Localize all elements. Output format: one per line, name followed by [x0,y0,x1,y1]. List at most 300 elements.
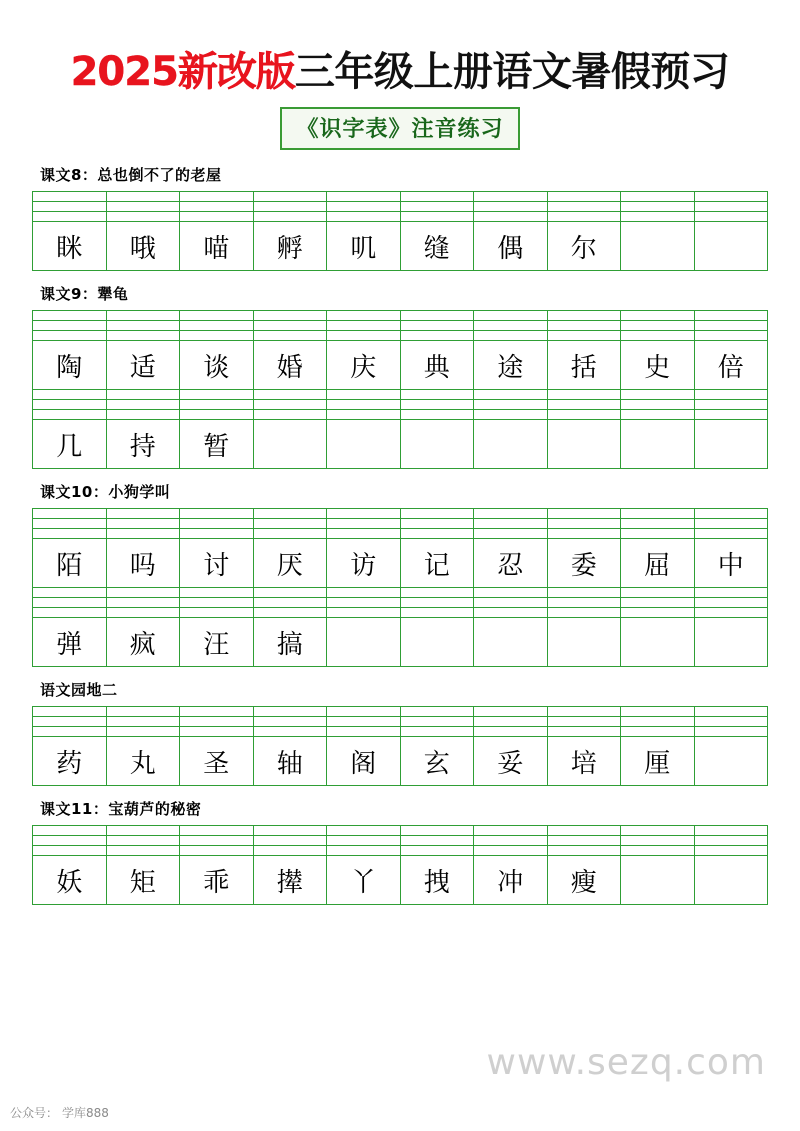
character-cell: 矩 [106,856,180,905]
pinyin-cell[interactable] [33,390,107,400]
pinyin-cell[interactable] [621,390,695,400]
pinyin-cell[interactable] [180,529,254,539]
pinyin-cell[interactable] [106,212,180,222]
character-row [33,856,768,905]
character-cell: 丫 [327,856,401,905]
pinyin-line-row[interactable] [33,390,768,400]
pinyin-cell[interactable] [180,390,254,400]
pinyin-line-row[interactable] [33,588,768,598]
pinyin-cell[interactable] [474,192,548,202]
pinyin-cell[interactable] [547,519,621,529]
pinyin-cell[interactable] [180,717,254,727]
pinyin-cell[interactable] [400,321,474,331]
pinyin-cell[interactable] [327,846,401,856]
pinyin-cell[interactable] [327,608,401,618]
pinyin-cell[interactable] [253,331,327,341]
character-cell: 吗 [106,539,180,588]
character-cell: 培 [547,737,621,786]
subtitle-badge: 《识字表》注音练习 [280,107,519,150]
pinyin-cell[interactable] [33,410,107,420]
pinyin-cell[interactable] [547,608,621,618]
watermark: www.sezq.com [486,1042,766,1083]
character-cell: 倍 [694,341,768,390]
pinyin-cell[interactable] [180,400,254,410]
character-cell [253,420,327,469]
pinyin-cell[interactable] [474,202,548,212]
pinyin-cell[interactable] [400,717,474,727]
pinyin-cell[interactable] [180,598,254,608]
pinyin-grid [32,508,768,667]
pinyin-cell[interactable] [547,826,621,836]
pinyin-cell[interactable] [253,192,327,202]
character-cell: 尔 [547,222,621,271]
pinyin-cell[interactable] [33,836,107,846]
character-cell [400,618,474,667]
character-cell [547,618,621,667]
character-cell: 缝 [400,222,474,271]
pinyin-cell[interactable] [547,400,621,410]
pinyin-grid [32,825,768,905]
pinyin-cell[interactable] [400,202,474,212]
pinyin-cell[interactable] [33,707,107,717]
pinyin-cell[interactable] [621,836,695,846]
pinyin-line-row[interactable] [33,410,768,420]
pinyin-cell[interactable] [694,321,768,331]
pinyin-cell[interactable] [621,707,695,717]
pinyin-cell[interactable] [253,509,327,519]
pinyin-cell[interactable] [694,519,768,529]
pinyin-cell[interactable] [327,717,401,727]
section-label: 课文8：总也倒不了的老屋 [40,166,222,184]
pinyin-line-row[interactable] [33,202,768,212]
pinyin-cell[interactable] [400,598,474,608]
pinyin-cell[interactable] [106,608,180,618]
section-3 [32,481,768,667]
pinyin-cell[interactable] [621,598,695,608]
pinyin-cell[interactable] [694,598,768,608]
character-cell [621,618,695,667]
section-5 [32,798,768,905]
pinyin-cell[interactable] [621,400,695,410]
pinyin-line-row[interactable] [33,608,768,618]
pinyin-cell[interactable] [694,717,768,727]
pinyin-cell[interactable] [474,529,548,539]
pinyin-cell[interactable] [400,410,474,420]
pinyin-cell[interactable] [694,400,768,410]
character-cell: 妖 [33,856,107,905]
pinyin-line-row[interactable] [33,331,768,341]
pinyin-cell[interactable] [180,846,254,856]
pinyin-cell[interactable] [327,707,401,717]
character-cell: 史 [621,341,695,390]
pinyin-cell[interactable] [106,400,180,410]
section-label: 课文9：犟龟 [40,285,129,303]
pinyin-cell[interactable] [621,331,695,341]
pinyin-cell[interactable] [106,846,180,856]
character-cell: 妥 [474,737,548,786]
pinyin-grid [32,191,768,271]
pinyin-cell[interactable] [106,598,180,608]
pinyin-line-row[interactable] [33,212,768,222]
pinyin-cell[interactable] [106,588,180,598]
pinyin-cell[interactable] [327,519,401,529]
character-cell: 玄 [400,737,474,786]
pinyin-line-row[interactable] [33,311,768,321]
pinyin-cell[interactable] [547,836,621,846]
pinyin-cell[interactable] [253,826,327,836]
pinyin-cell[interactable] [327,390,401,400]
pinyin-cell[interactable] [253,400,327,410]
pinyin-cell[interactable] [547,588,621,598]
pinyin-cell[interactable] [400,608,474,618]
pinyin-cell[interactable] [474,588,548,598]
pinyin-cell[interactable] [106,717,180,727]
pinyin-cell[interactable] [33,311,107,321]
pinyin-cell[interactable] [327,836,401,846]
pinyin-cell[interactable] [327,321,401,331]
pinyin-cell[interactable] [33,400,107,410]
pinyin-cell[interactable] [547,311,621,321]
pinyin-cell[interactable] [253,311,327,321]
pinyin-cell[interactable] [327,400,401,410]
section-label: 语文园地二 [40,681,118,699]
pinyin-cell[interactable] [253,717,327,727]
pinyin-cell[interactable] [621,826,695,836]
pinyin-cell[interactable] [621,321,695,331]
pinyin-cell[interactable] [400,192,474,202]
character-cell: 谈 [180,341,254,390]
pinyin-cell[interactable] [180,321,254,331]
character-cell: 哦 [106,222,180,271]
pinyin-cell[interactable] [474,608,548,618]
pinyin-cell[interactable] [180,608,254,618]
pinyin-cell[interactable] [547,202,621,212]
pinyin-cell[interactable] [180,519,254,529]
pinyin-cell[interactable] [621,608,695,618]
pinyin-cell[interactable] [180,836,254,846]
pinyin-cell[interactable] [253,598,327,608]
pinyin-cell[interactable] [253,212,327,222]
pinyin-cell[interactable] [694,212,768,222]
character-cell: 忍 [474,539,548,588]
pinyin-cell[interactable] [474,400,548,410]
pinyin-cell[interactable] [253,321,327,331]
pinyin-cell[interactable] [547,509,621,519]
pinyin-cell[interactable] [400,519,474,529]
pinyin-cell[interactable] [33,509,107,519]
character-cell: 撵 [253,856,327,905]
pinyin-cell[interactable] [694,390,768,400]
pinyin-cell[interactable] [400,529,474,539]
pinyin-cell[interactable] [327,331,401,341]
pinyin-cell[interactable] [694,707,768,717]
pinyin-cell[interactable] [547,212,621,222]
title-black-part: 三年级上册语文暑假预习 [294,49,730,95]
pinyin-line-row[interactable] [33,727,768,737]
pinyin-cell[interactable] [106,192,180,202]
character-cell: 中 [694,539,768,588]
pinyin-cell[interactable] [180,192,254,202]
pinyin-cell[interactable] [180,410,254,420]
subtitle-container [0,107,800,150]
pinyin-line-row[interactable] [33,598,768,608]
pinyin-cell[interactable] [253,707,327,717]
character-cell: 搞 [253,618,327,667]
character-cell: 喵 [180,222,254,271]
pinyin-cell[interactable] [474,390,548,400]
title-red-part: 2025新改版 [70,49,295,95]
character-cell: 乖 [180,856,254,905]
pinyin-cell[interactable] [694,826,768,836]
pinyin-cell[interactable] [547,321,621,331]
pinyin-cell[interactable] [621,717,695,727]
pinyin-cell[interactable] [474,836,548,846]
pinyin-cell[interactable] [621,846,695,856]
pinyin-line-row[interactable] [33,509,768,519]
pinyin-cell[interactable] [694,836,768,846]
pinyin-cell[interactable] [547,192,621,202]
character-cell: 庆 [327,341,401,390]
character-cell [694,222,768,271]
pinyin-cell[interactable] [327,311,401,321]
footer-credit [10,1104,109,1121]
pinyin-cell[interactable] [253,608,327,618]
pinyin-cell[interactable] [106,509,180,519]
pinyin-cell[interactable] [621,192,695,202]
pinyin-cell[interactable] [327,212,401,222]
pinyin-cell[interactable] [180,212,254,222]
section-4 [32,679,768,786]
pinyin-cell[interactable] [474,311,548,321]
pinyin-cell[interactable] [547,529,621,539]
pinyin-cell[interactable] [33,717,107,727]
pinyin-cell[interactable] [547,846,621,856]
pinyin-cell[interactable] [327,588,401,598]
section-label: 课文10：小狗学叫 [40,483,171,501]
pinyin-cell[interactable] [106,727,180,737]
pinyin-line-row[interactable] [33,717,768,727]
pinyin-cell[interactable] [474,727,548,737]
pinyin-cell[interactable] [400,400,474,410]
character-cell: 冲 [474,856,548,905]
pinyin-cell[interactable] [694,192,768,202]
pinyin-cell[interactable] [621,529,695,539]
pinyin-cell[interactable] [474,846,548,856]
pinyin-cell[interactable] [400,707,474,717]
pinyin-cell[interactable] [106,202,180,212]
pinyin-cell[interactable] [180,826,254,836]
pinyin-cell[interactable] [106,826,180,836]
character-row [33,420,768,469]
pinyin-line-row[interactable] [33,529,768,539]
character-cell [621,222,695,271]
pinyin-cell[interactable] [694,588,768,598]
pinyin-cell[interactable] [621,509,695,519]
pinyin-cell[interactable] [694,410,768,420]
pinyin-cell[interactable] [33,727,107,737]
pinyin-cell[interactable] [33,192,107,202]
pinyin-cell[interactable] [621,519,695,529]
pinyin-cell[interactable] [327,727,401,737]
pinyin-cell[interactable] [547,727,621,737]
character-cell [694,737,768,786]
pinyin-line-row[interactable] [33,321,768,331]
pinyin-cell[interactable] [400,212,474,222]
pinyin-cell[interactable] [33,588,107,598]
pinyin-cell[interactable] [400,311,474,321]
pinyin-cell[interactable] [400,836,474,846]
pinyin-cell[interactable] [474,212,548,222]
pinyin-cell[interactable] [33,212,107,222]
character-cell [694,856,768,905]
character-cell: 阁 [327,737,401,786]
character-cell [694,420,768,469]
pinyin-cell[interactable] [106,410,180,420]
pinyin-grid [32,706,768,786]
pinyin-cell[interactable] [547,390,621,400]
pinyin-line-row[interactable] [33,826,768,836]
pinyin-cell[interactable] [253,588,327,598]
pinyin-cell[interactable] [33,519,107,529]
pinyin-cell[interactable] [33,321,107,331]
character-cell: 药 [33,737,107,786]
pinyin-cell[interactable] [621,311,695,321]
pinyin-cell[interactable] [327,529,401,539]
pinyin-cell[interactable] [106,707,180,717]
section-label: 课文11：宝葫芦的秘密 [40,800,202,818]
character-cell: 汪 [180,618,254,667]
pinyin-cell[interactable] [106,390,180,400]
character-row [33,737,768,786]
character-cell: 适 [106,341,180,390]
character-cell [474,420,548,469]
pinyin-cell[interactable] [327,509,401,519]
pinyin-cell[interactable] [621,727,695,737]
pinyin-line-row[interactable] [33,192,768,202]
pinyin-cell[interactable] [33,598,107,608]
pinyin-cell[interactable] [33,202,107,212]
character-cell: 典 [400,341,474,390]
pinyin-cell[interactable] [253,727,327,737]
character-cell: 叽 [327,222,401,271]
character-cell: 弹 [33,618,107,667]
pinyin-cell[interactable] [547,410,621,420]
pinyin-cell[interactable] [694,311,768,321]
character-cell: 厌 [253,539,327,588]
pinyin-cell[interactable] [327,202,401,212]
pinyin-cell[interactable] [180,707,254,717]
pinyin-cell[interactable] [33,846,107,856]
character-cell: 丸 [106,737,180,786]
pinyin-cell[interactable] [621,588,695,598]
pinyin-cell[interactable] [327,192,401,202]
pinyin-cell[interactable] [180,509,254,519]
pinyin-cell[interactable] [106,836,180,846]
pinyin-cell[interactable] [400,846,474,856]
pinyin-cell[interactable] [327,598,401,608]
pinyin-cell[interactable] [547,331,621,341]
pinyin-cell[interactable] [33,529,107,539]
pinyin-cell[interactable] [106,311,180,321]
pinyin-cell[interactable] [547,598,621,608]
pinyin-cell[interactable] [474,321,548,331]
pinyin-cell[interactable] [253,529,327,539]
pinyin-line-row[interactable] [33,519,768,529]
pinyin-cell[interactable] [33,608,107,618]
pinyin-cell[interactable] [474,519,548,529]
pinyin-line-row[interactable] [33,707,768,717]
pinyin-cell[interactable] [253,846,327,856]
pinyin-line-row[interactable] [33,400,768,410]
pinyin-cell[interactable] [474,717,548,727]
pinyin-cell[interactable] [474,331,548,341]
pinyin-cell[interactable] [621,410,695,420]
pinyin-cell[interactable] [33,826,107,836]
pinyin-cell[interactable] [474,826,548,836]
pinyin-cell[interactable] [621,202,695,212]
pinyin-cell[interactable] [474,598,548,608]
pinyin-cell[interactable] [106,529,180,539]
page-title [0,0,800,97]
pinyin-cell[interactable] [400,509,474,519]
pinyin-cell[interactable] [694,846,768,856]
pinyin-cell[interactable] [694,529,768,539]
pinyin-cell[interactable] [180,202,254,212]
character-cell [621,856,695,905]
pinyin-cell[interactable] [253,519,327,529]
pinyin-line-row[interactable] [33,846,768,856]
character-row [33,539,768,588]
pinyin-cell[interactable] [474,509,548,519]
pinyin-cell[interactable] [106,321,180,331]
pinyin-cell[interactable] [253,202,327,212]
pinyin-cell[interactable] [253,836,327,846]
pinyin-grid [32,310,768,469]
pinyin-cell[interactable] [547,707,621,717]
pinyin-cell[interactable] [694,608,768,618]
pinyin-cell[interactable] [33,331,107,341]
pinyin-cell[interactable] [180,588,254,598]
pinyin-cell[interactable] [253,390,327,400]
pinyin-cell[interactable] [694,331,768,341]
pinyin-cell[interactable] [180,331,254,341]
pinyin-cell[interactable] [327,410,401,420]
pinyin-cell[interactable] [547,717,621,727]
pinyin-cell[interactable] [400,390,474,400]
pinyin-cell[interactable] [106,519,180,529]
character-cell: 疯 [106,618,180,667]
pinyin-cell[interactable] [400,826,474,836]
pinyin-cell[interactable] [621,212,695,222]
pinyin-cell[interactable] [694,202,768,212]
pinyin-cell[interactable] [180,311,254,321]
character-cell: 眯 [33,222,107,271]
pinyin-cell[interactable] [180,727,254,737]
pinyin-cell[interactable] [253,410,327,420]
pinyin-cell[interactable] [400,588,474,598]
pinyin-cell[interactable] [474,707,548,717]
pinyin-cell[interactable] [694,727,768,737]
pinyin-line-row[interactable] [33,836,768,846]
pinyin-cell[interactable] [327,826,401,836]
pinyin-cell[interactable] [474,410,548,420]
pinyin-cell[interactable] [106,331,180,341]
pinyin-cell[interactable] [400,331,474,341]
pinyin-cell[interactable] [400,727,474,737]
pinyin-cell[interactable] [694,509,768,519]
character-cell: 孵 [253,222,327,271]
character-cell: 委 [547,539,621,588]
